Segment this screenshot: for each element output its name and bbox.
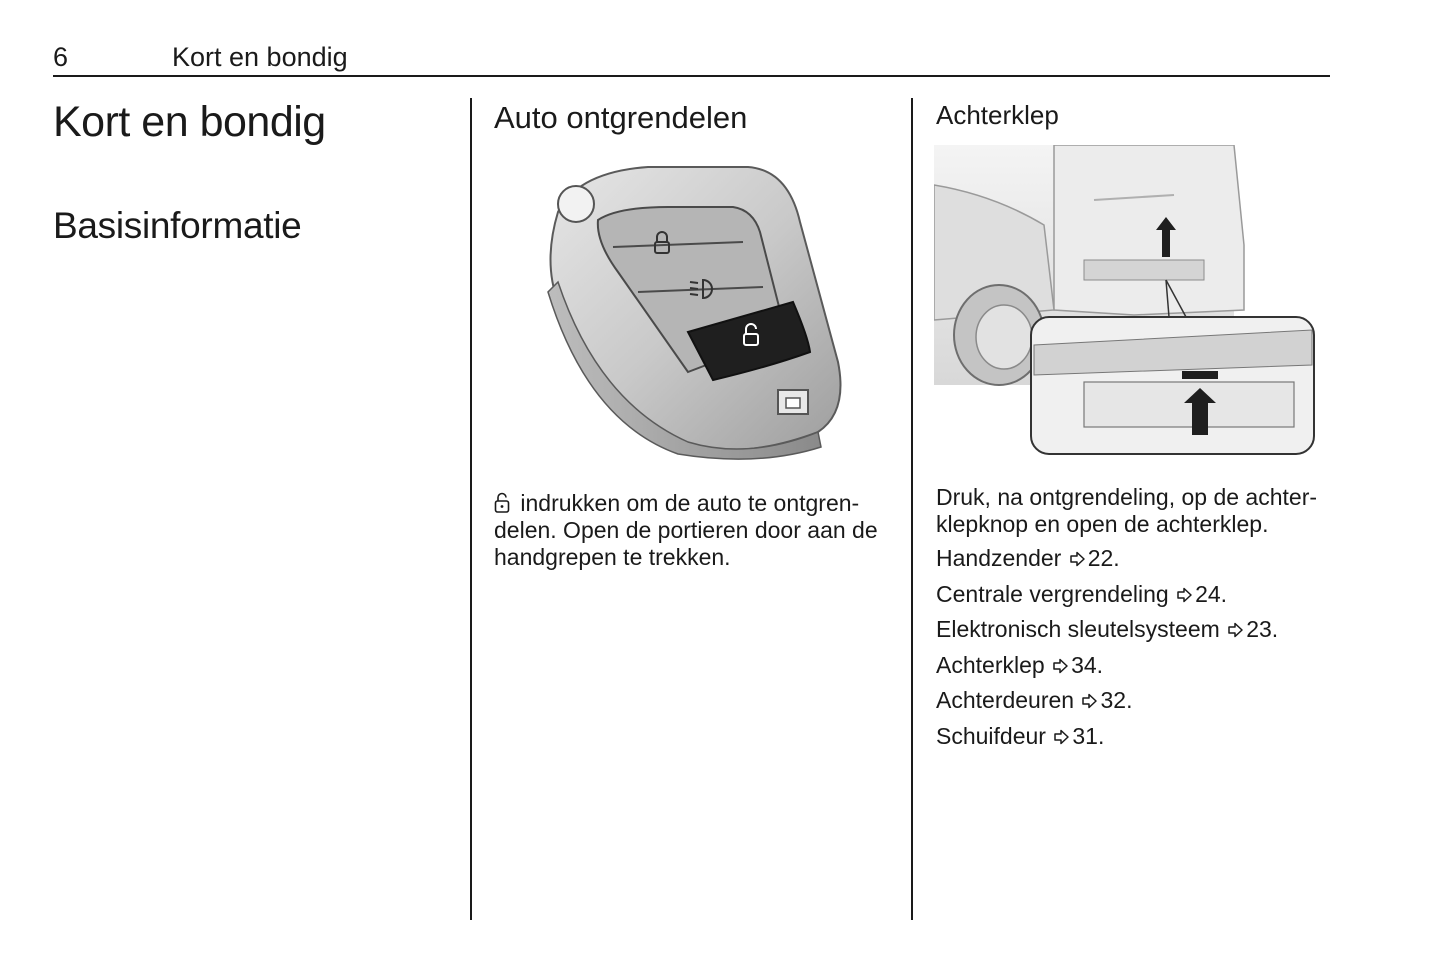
page-reference-arrow-icon (1081, 693, 1098, 709)
column-divider-2 (911, 98, 913, 920)
tailgate-illustration (934, 145, 1317, 458)
reference-label: Centrale vergrendeling (936, 580, 1169, 607)
page-number: 6 (53, 42, 69, 72)
page-reference-arrow-icon (1227, 622, 1244, 638)
section-heading-unlock: Auto ontgrendelen (494, 100, 748, 135)
reference-label: Achterdeuren (936, 687, 1075, 713)
section-title: Basisinformatie (53, 205, 302, 246)
unlock-text-line: indrukken om de auto te ontgren- (514, 490, 860, 516)
cross-reference[interactable] (936, 545, 1278, 581)
reference-page: 31. (1072, 722, 1105, 749)
reference-label: Schuifdeur (936, 722, 1046, 749)
chapter-title: Kort en bondig (53, 98, 326, 146)
column-divider-1 (470, 98, 472, 920)
reference-page: 34. (1071, 651, 1104, 678)
page-reference-arrow-icon (1052, 658, 1069, 674)
unlock-icon (494, 492, 510, 514)
unlock-text-line: delen. Open de portieren door aan de (494, 517, 878, 543)
page-reference-arrow-icon (1069, 551, 1086, 567)
reference-page: 24. (1195, 580, 1228, 607)
cross-reference-list (936, 545, 1278, 758)
cross-reference[interactable] (936, 723, 1278, 759)
section-heading-tailgate: Achterklep (936, 100, 1059, 130)
header-divider (53, 75, 1330, 77)
reference-page: 23. (1246, 616, 1279, 642)
reference-page: 22. (1087, 545, 1120, 571)
unlock-text-line: handgrepen te trekken. (494, 544, 731, 570)
tailgate-text-line: Druk, na ontgrendeling, op de achter- (936, 484, 1318, 510)
tailgate-text-line: klepknop en open de achterklep. (936, 511, 1269, 537)
cross-reference[interactable] (936, 652, 1278, 688)
reference-page: 32. (1100, 687, 1133, 713)
key-fob-illustration (538, 162, 850, 462)
tailgate-instructions (936, 484, 1336, 538)
page-reference-arrow-icon (1053, 729, 1070, 745)
reference-label: Achterklep (936, 651, 1045, 678)
reference-label: Elektronisch sleutelsysteem (936, 616, 1220, 642)
page-reference-arrow-icon (1176, 587, 1193, 603)
reference-label: Handzender (936, 545, 1062, 571)
cross-reference[interactable] (936, 687, 1278, 723)
cross-reference[interactable] (936, 581, 1278, 617)
cross-reference[interactable] (936, 616, 1278, 652)
unlock-instructions (494, 490, 894, 571)
running-header: Kort en bondig (172, 42, 348, 72)
